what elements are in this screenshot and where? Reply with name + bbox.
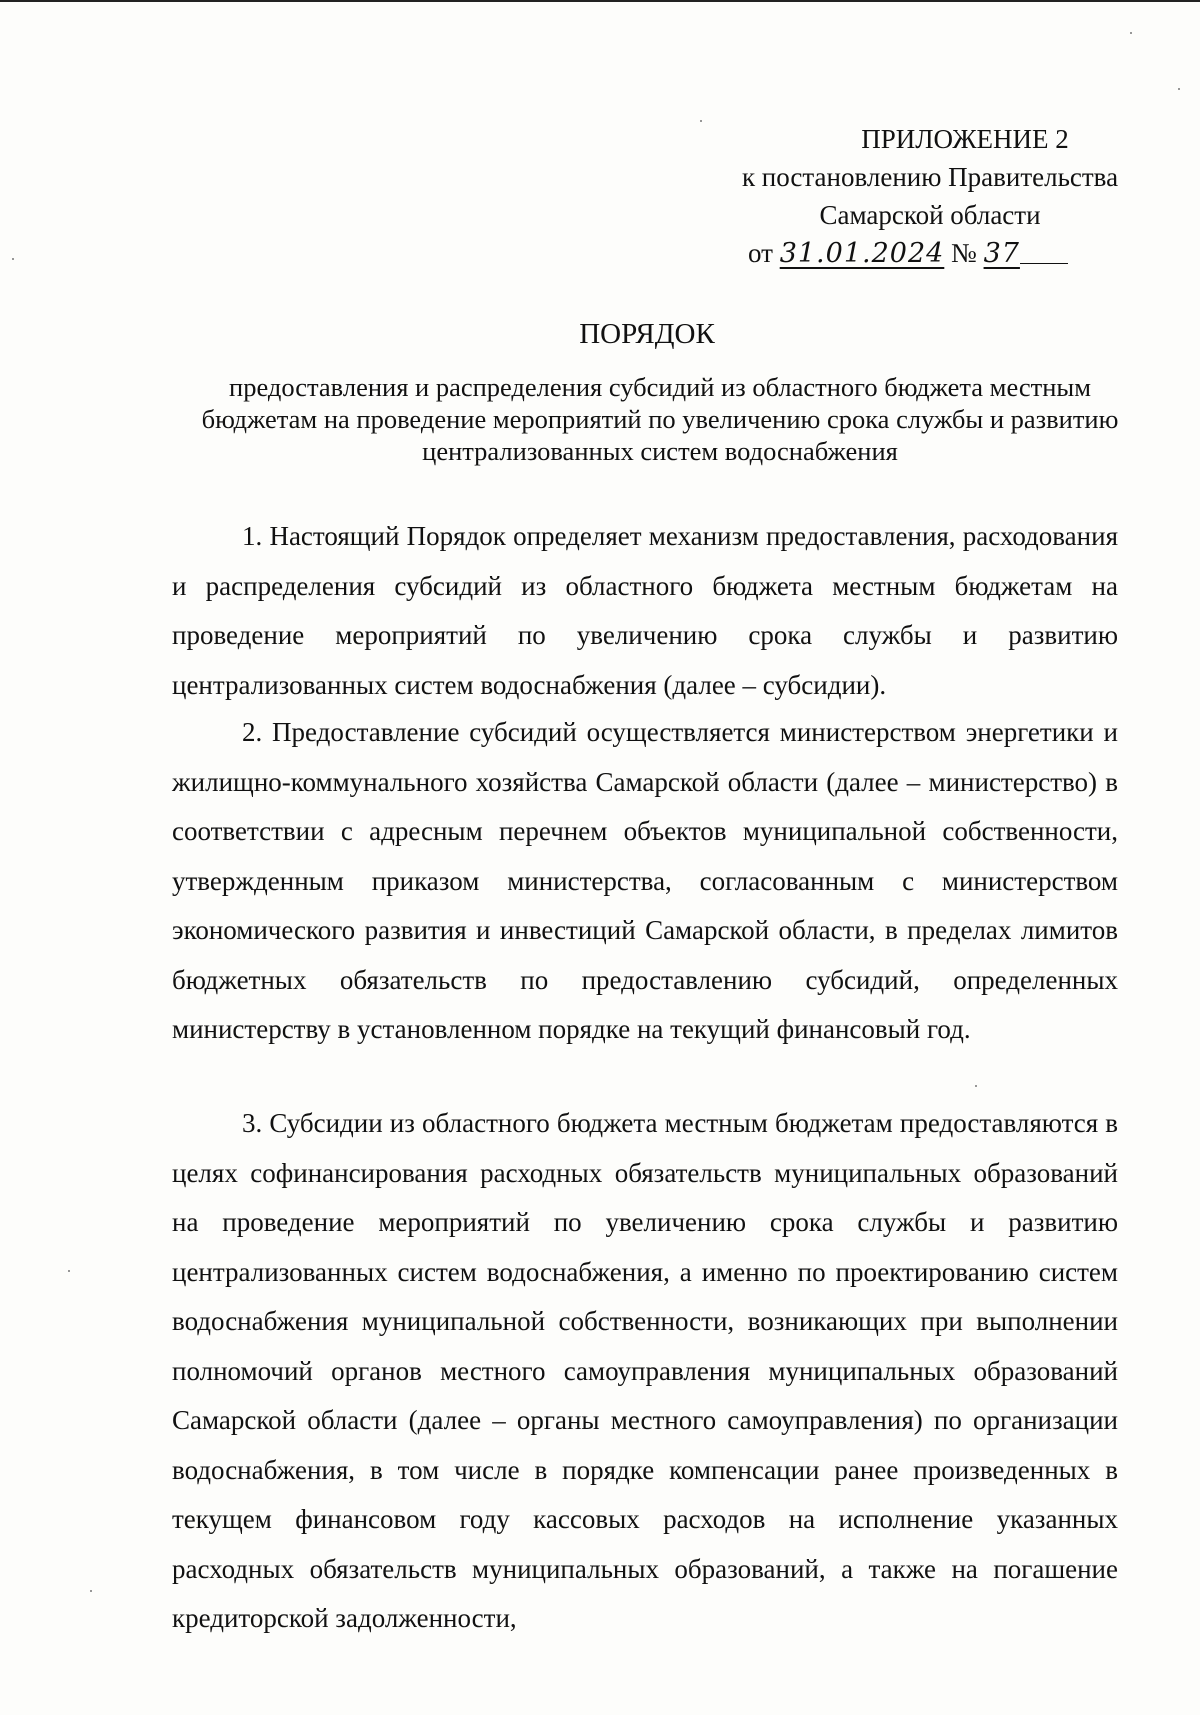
appendix-header <box>700 120 1160 273</box>
document-subtitle: предоставления и распределения субсидий из областного бюджета местным бюджетам на проведение мероприятий по увеличению срока службы и развитию централизованных систем водоснабжения <box>201 372 1119 466</box>
paragraph-3: 3. Субсидии из областного бюджета местным бюджетам предоставляются в целях софинансирования расходных обязательств муниципальных образований на проведение мероприятий по увеличению срока службы и развитию централизованных систем водоснабжения, а именно по проектированию систем водоснабжения муниципальной собственности, возникающих при выполнении полномочий органов местного самоуправления муниципальных образований Самарской области (далее – органы местного самоуправления) по организации водоснабжения, в том числе в порядке компенсации ранее произведенных в текущем финансовом году кассовых расходов на исполнение указанных расходных обязательств муниципальных образований, а также на погашение кредиторской задолженности, <box>172 1108 1118 1633</box>
scan-speck <box>90 1590 92 1592</box>
appendix-title: ПРИЛОЖЕНИЕ 2 <box>861 124 1069 154</box>
scan-speck <box>68 1270 70 1272</box>
scan-top-border <box>0 0 1200 2</box>
handwritten-number: 37 <box>983 238 1020 269</box>
appendix-line-2: Самарской области <box>819 200 1041 230</box>
scan-speck <box>1130 32 1132 34</box>
paragraph-1: 1. Настоящий Порядок определяет механизм предоставления, расходования и распределения субсидий из областного бюджета местным бюджетам на проведение мероприятий по увеличению срока службы и развитию централизованных систем водоснабжения (далее – субсидии). <box>172 521 1118 700</box>
number-sign: № <box>951 238 977 268</box>
scan-speck <box>12 258 14 260</box>
scan-speck <box>700 120 702 122</box>
number-underline <box>1020 263 1068 264</box>
appendix-line-1: к постановлению Правительства <box>741 162 1119 192</box>
document-title: ПОРЯДОК <box>579 318 715 350</box>
scan-speck <box>975 1085 977 1087</box>
scan-speck <box>1178 88 1180 90</box>
appendix-date-number <box>700 234 1160 273</box>
paragraph-2: 2. Предоставление субсидий осуществляется министерством энергетики и жилищно-коммунального хозяйства Самарской области (далее – министерство) в соответствии с адресным перечнем объектов муниципальной собственности, утвержденным приказом министерства, согласованным с министерством экономического развития и инвестиций Самарской области, в пределах лимитов бюджетных обязательств по предоставлению субсидий, определенных министерству в установленном порядке на текущий финансовый год. <box>172 717 1118 1044</box>
date-prefix: от <box>748 238 773 268</box>
handwritten-date: 31.01.2024 <box>779 238 945 269</box>
